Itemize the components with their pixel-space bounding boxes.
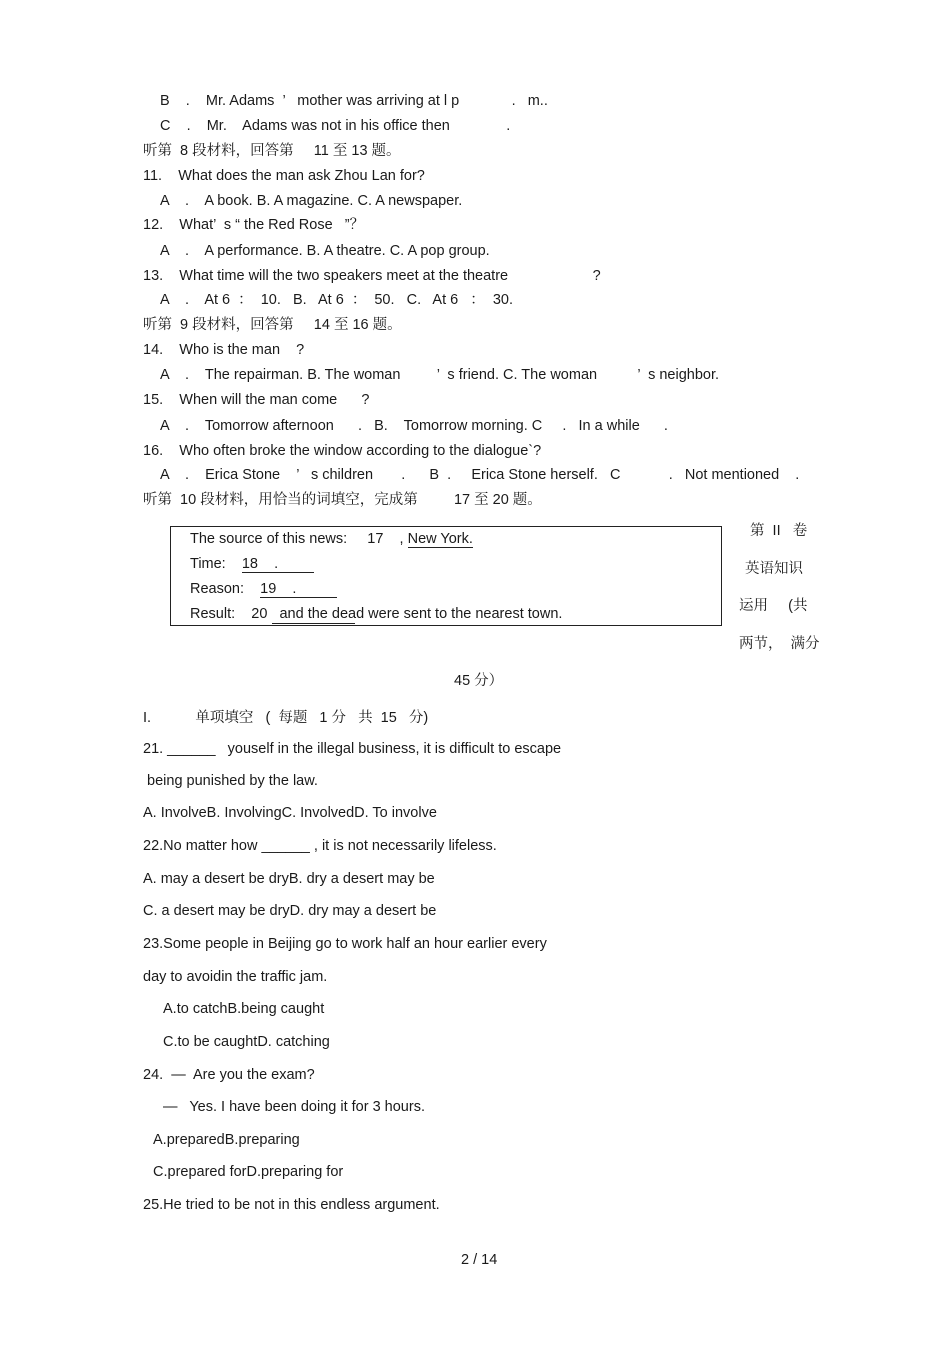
section-instruction: 听第 8 段材料，回答第 11 至 13 题。 xyxy=(143,143,401,159)
table-label: Time: xyxy=(190,556,242,572)
table-row-source xyxy=(190,530,473,548)
question-21: 21. ______ youself in the illegal business, it is difficult to escape xyxy=(143,741,562,757)
option-line: C . Mr. Adams was not in his office then . xyxy=(160,118,511,134)
options-24: A.preparedB.preparing xyxy=(153,1132,300,1148)
question-25: 25.He tried to be not in this endless argument. xyxy=(143,1197,440,1213)
section-title: 运用 (共 xyxy=(739,598,808,614)
options-12: A . A performance. B. A theatre. C. A pop group. xyxy=(160,243,490,259)
section-instruction: 听第 10 段材料，用恰当的词填空，完成第 17 至 20 题。 xyxy=(143,492,542,508)
table-row-time xyxy=(190,555,314,573)
section-title: 两节， 满分 xyxy=(739,636,820,652)
question-24: 24. — Are you the exam? xyxy=(143,1067,315,1083)
question-15: 15. When will the man come ? xyxy=(143,392,370,408)
table-label: The source of this news: 17 , xyxy=(190,531,408,547)
table-value: New York. xyxy=(407,531,473,547)
table-label: Result: xyxy=(190,606,252,622)
question-24-reply: — Yes. I have been doing it for 3 hours. xyxy=(163,1099,425,1115)
option-line: B . Mr. Adams ’ mother was arriving at l p . m.. xyxy=(160,93,548,109)
options-22: C. a desert may be dryD. dry may a desert be xyxy=(143,903,437,919)
section-title: 45 分） xyxy=(454,673,504,689)
question-14: 14. Who is the man ? xyxy=(143,342,305,358)
options-15: A . Tomorrow afternoon . B. Tomorrow morning. C . In a while . xyxy=(160,418,668,434)
question-13: 13. What time will the two speakers meet at the theatre ? xyxy=(143,268,601,284)
question-23: 23.Some people in Beijing go to work half an hour earlier every xyxy=(143,936,547,952)
table-row-reason xyxy=(190,580,337,598)
options-21: A. InvolveB. InvolvingC. InvolvedD. To involve xyxy=(143,805,437,821)
table-row-result xyxy=(190,605,562,623)
blank-18: 18 . xyxy=(241,556,315,572)
blank-19: 19 . xyxy=(260,581,337,597)
options-13: A . At 6 ： 10. B. At 6 ： 50. C. At 6 ： 30. xyxy=(160,292,513,308)
question-11: 11. What does the man ask Zhou Lan for? xyxy=(143,168,425,184)
options-14: A . The repairman. B. The woman ’ s friend. C. The woman ’ s neighbor. xyxy=(160,367,720,383)
table-label: Reason: xyxy=(190,581,261,597)
question-21-cont: being punished by the law. xyxy=(143,773,318,789)
volume-title: 第 II 卷 xyxy=(750,523,808,539)
section-title: 英语知识 xyxy=(745,561,803,577)
section-instruction: 听第 9 段材料，回答第 14 至 16 题。 xyxy=(143,317,402,333)
options-23: A.to catchB.being caught xyxy=(163,1001,325,1017)
question-22: 22.No matter how ______ , it is not necessarily lifeless. xyxy=(143,838,497,854)
options-24: C.prepared forD.preparing for xyxy=(153,1164,344,1180)
blank-20: 20 xyxy=(251,606,268,622)
blank-20-underline xyxy=(272,623,355,624)
options-11: A . A book. B. A magazine. C. A newspaper. xyxy=(160,193,463,209)
options-23: C.to be caughtD. catching xyxy=(163,1034,330,1050)
question-16: 16. Who often broke the window according to the dialogue`? xyxy=(143,443,542,459)
table-value: and the dead were sent to the nearest town. xyxy=(267,606,563,622)
question-23-cont: day to avoidin the traffic jam. xyxy=(143,969,328,985)
question-12: 12. What’ s “ the Red Rose ”？ xyxy=(143,217,365,233)
section-heading: I. 单项填空 ( 每题 1 分 共 15 分) xyxy=(143,710,429,726)
page-number: 2 / 14 xyxy=(461,1252,498,1268)
options-16: A . Erica Stone ’ s children . B . Erica Stone herself. C . Not mentioned . xyxy=(160,467,800,483)
options-22: A. may a desert be dryB. dry a desert may be xyxy=(143,871,435,887)
